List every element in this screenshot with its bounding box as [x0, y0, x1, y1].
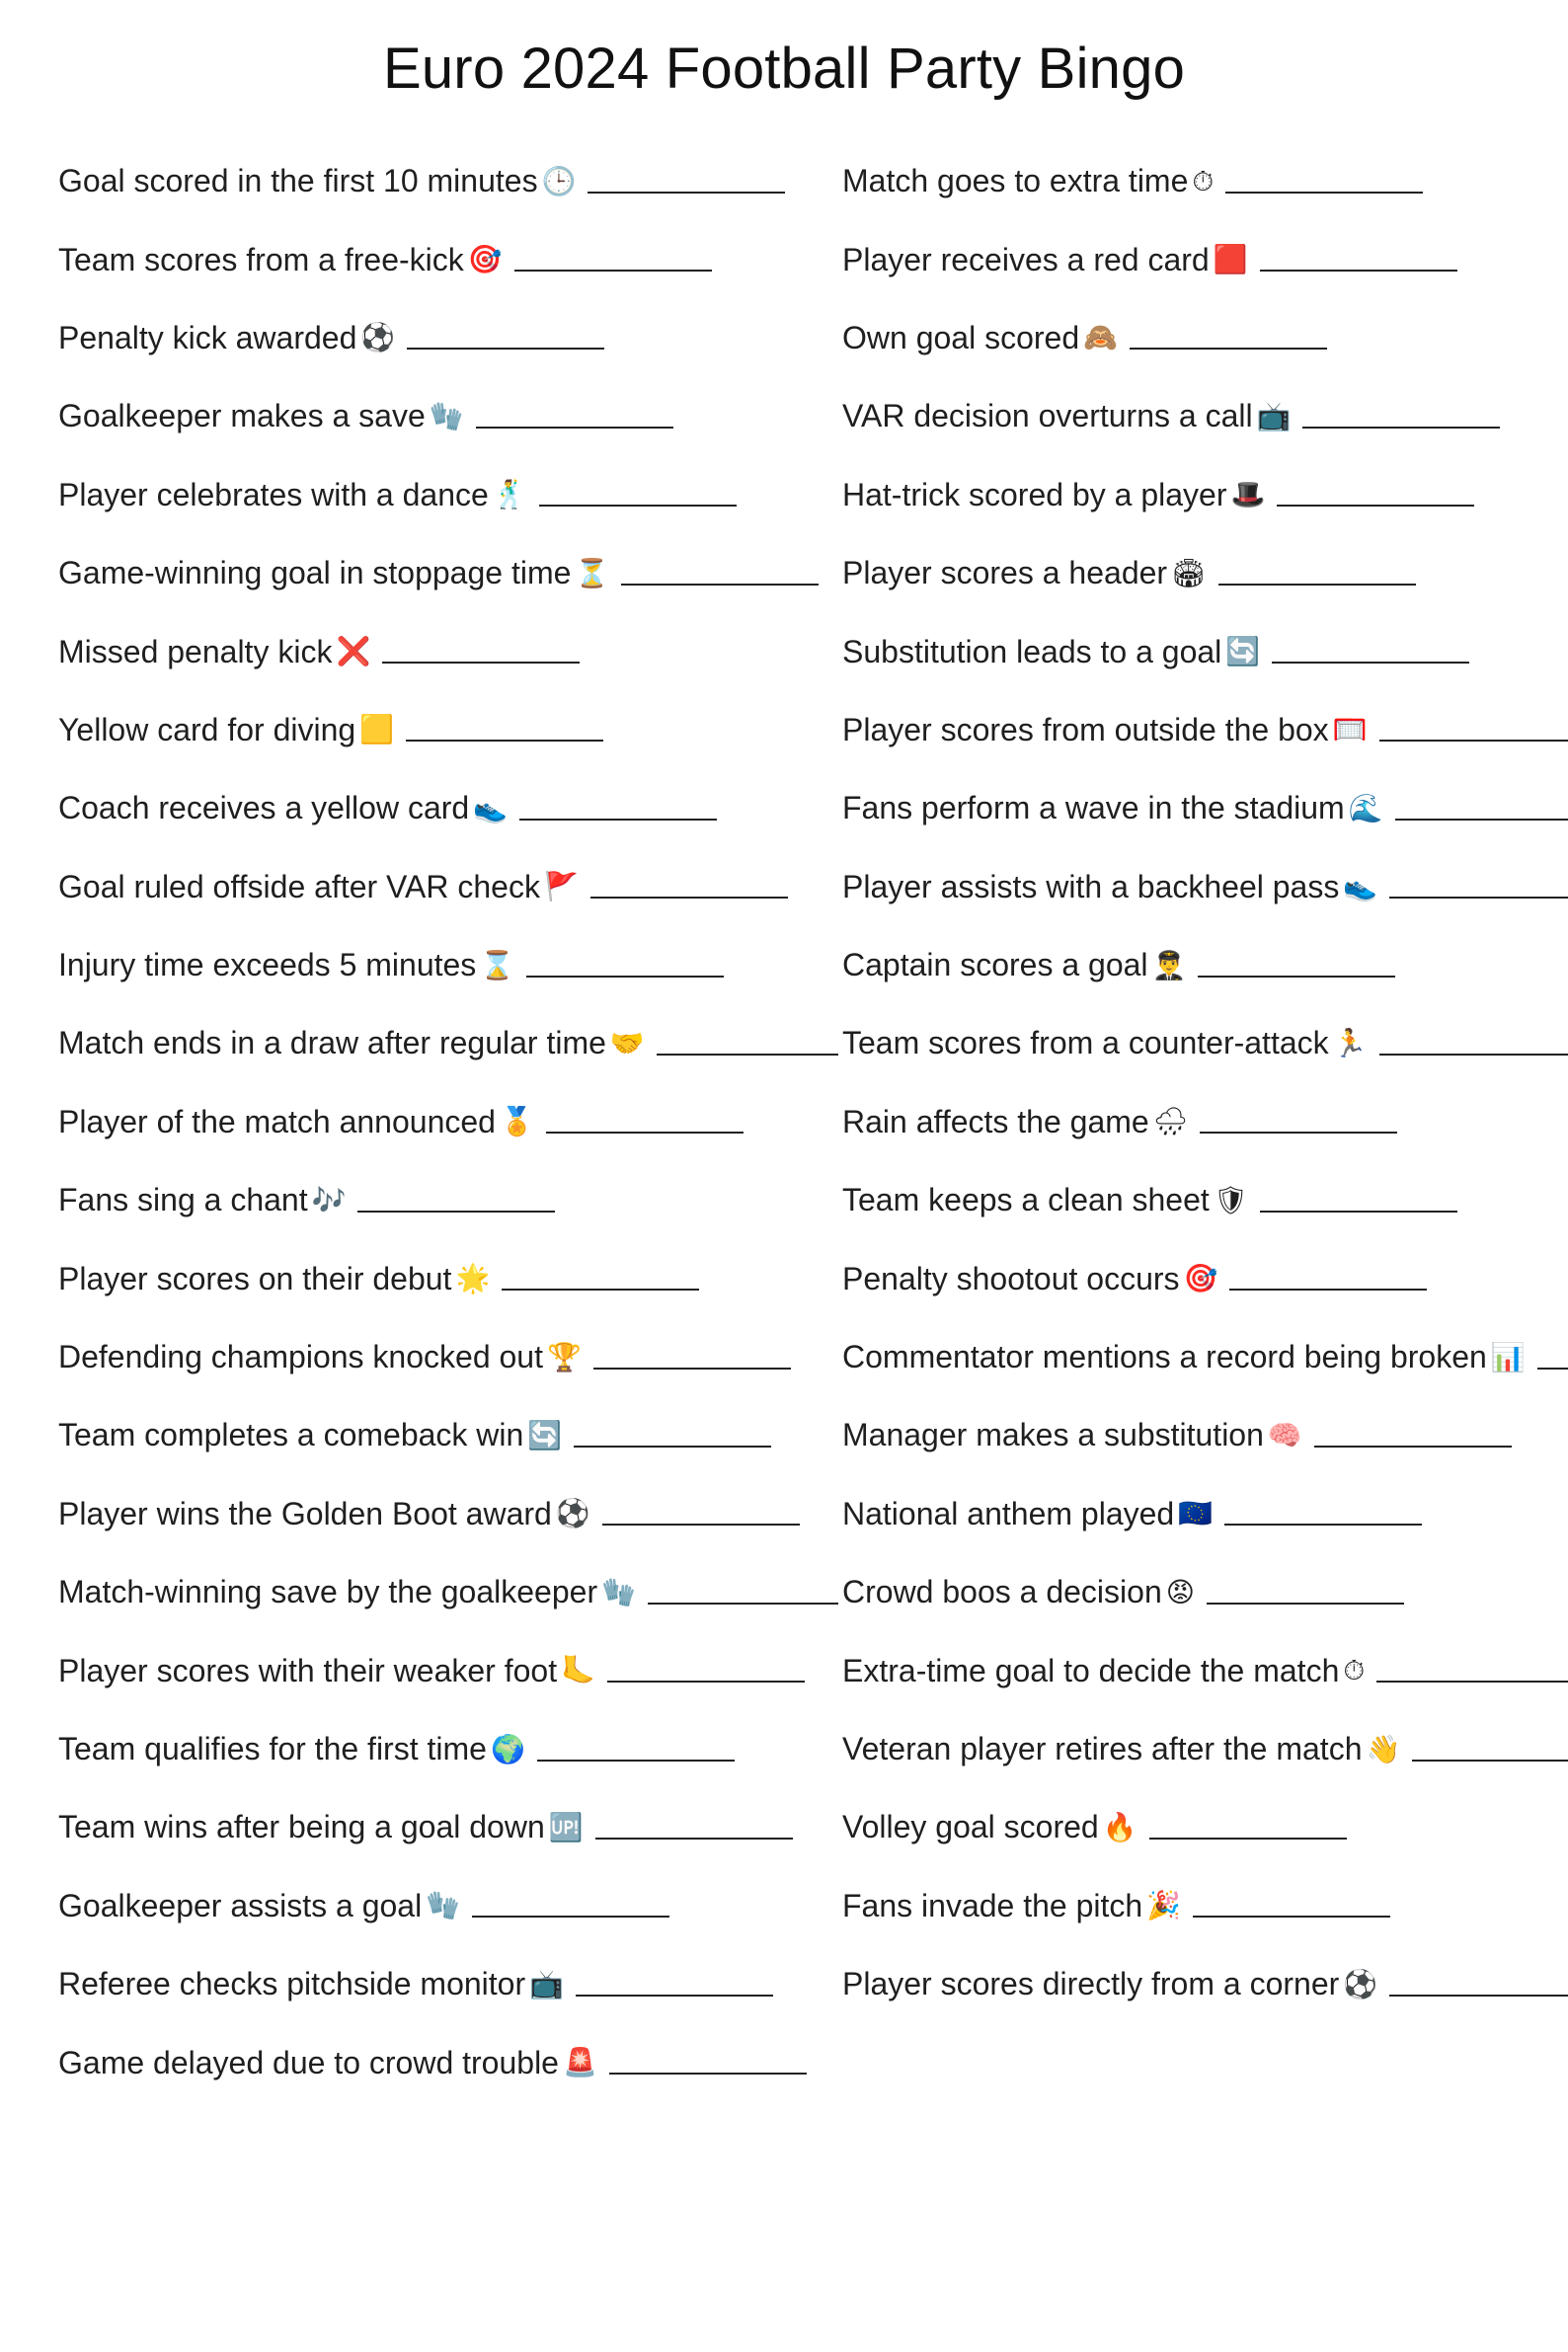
bingo-item: [842, 1945, 1568, 2023]
gloves-icon: 🧤: [429, 400, 464, 431]
bingo-item: [58, 142, 838, 220]
write-in-line[interactable]: [574, 1446, 771, 1448]
write-in-line[interactable]: [1314, 1446, 1512, 1448]
bingo-item-label: Match ends in a draw after regular time: [58, 1025, 606, 1061]
write-in-line[interactable]: [607, 1681, 805, 1683]
bingo-item-label: Player wins the Golden Boot award: [58, 1495, 552, 1531]
left-column: [58, 142, 838, 2102]
bingo-item: [842, 691, 1568, 769]
bingo-item-label: Player of the match announced: [58, 1103, 496, 1139]
trophy-icon: 🏆: [546, 1341, 582, 1372]
write-in-line[interactable]: [657, 1054, 838, 1056]
angry-face-icon: 😡: [1165, 1576, 1195, 1607]
bingo-item-label: Team scores from a counter-attack: [842, 1025, 1329, 1061]
waving-hand-icon: 👋: [1366, 1733, 1401, 1764]
bingo-item: [842, 456, 1568, 534]
handshake-icon: 🤝: [609, 1027, 645, 1058]
bingo-item: [842, 1318, 1568, 1396]
write-in-line[interactable]: [1537, 1368, 1568, 1370]
goal-net-icon: 🥅: [1332, 714, 1368, 745]
bingo-item: [842, 1788, 1568, 1866]
bingo-item: [58, 769, 838, 847]
bingo-item-label: National anthem played: [842, 1495, 1175, 1531]
shoe-icon: 👟: [473, 792, 509, 823]
bingo-item: [842, 1004, 1568, 1082]
soccer-ball-icon: ⚽: [1343, 1968, 1378, 1999]
bingo-item-label: VAR decision overturns a call: [842, 398, 1253, 434]
bingo-item-label: Team qualifies for the first time: [58, 1731, 487, 1766]
bingo-item-label: Team wins after being a goal down: [58, 1809, 545, 1845]
music-notes-icon: 🎶: [311, 1184, 347, 1215]
stopwatch-icon: ⏱: [1192, 165, 1215, 196]
party-popper-icon: 🎉: [1146, 1890, 1182, 1921]
bingo-item: [58, 612, 838, 690]
eu-flag-icon: 🇪🇺: [1178, 1498, 1214, 1529]
bingo-item: [58, 1710, 838, 1788]
write-in-line[interactable]: [1395, 819, 1568, 821]
cross-mark-icon: ❌: [336, 636, 371, 667]
bingo-item: [58, 1475, 838, 1553]
bingo-item-label: Goal ruled offside after VAR check: [58, 868, 540, 904]
bingo-item-label: Volley goal scored: [842, 1809, 1099, 1845]
write-in-line[interactable]: [576, 1995, 773, 1997]
write-in-line[interactable]: [407, 348, 604, 350]
bingo-item-label: Fans sing a chant: [58, 1182, 308, 1218]
write-in-line[interactable]: [539, 505, 737, 507]
write-in-line[interactable]: [546, 1132, 744, 1134]
bingo-item: [58, 1318, 838, 1396]
star-icon: 🌟: [455, 1263, 491, 1294]
bingo-item: [842, 769, 1568, 847]
bingo-item: [58, 691, 838, 769]
bingo-item: [58, 377, 838, 455]
soccer-ball-icon: ⚽: [555, 1498, 590, 1529]
wave-icon: 🌊: [1348, 792, 1383, 823]
hourglass-icon: ⏳: [575, 557, 610, 588]
hourglass-icon: ⌛: [480, 949, 515, 980]
write-in-line[interactable]: [526, 976, 724, 978]
bingo-item: [58, 534, 838, 612]
bingo-item: [842, 534, 1568, 612]
bingo-item: [842, 220, 1568, 298]
bingo-item-label: Crowd boos a decision: [842, 1574, 1162, 1610]
write-in-line[interactable]: [588, 192, 785, 194]
bingo-item-label: Missed penalty kick: [58, 633, 333, 669]
write-in-line[interactable]: [1302, 427, 1500, 429]
siren-icon: 🚨: [562, 2047, 597, 2078]
target-icon: 🎯: [467, 244, 503, 275]
write-in-line[interactable]: [1376, 1681, 1568, 1683]
bingo-item-label: Captain scores a goal: [842, 947, 1148, 983]
bingo-item-label: Extra-time goal to decide the match: [842, 1652, 1340, 1688]
write-in-line[interactable]: [357, 1211, 555, 1213]
write-in-line[interactable]: [476, 427, 673, 429]
write-in-line[interactable]: [1149, 1838, 1347, 1840]
write-in-line[interactable]: [1229, 1289, 1427, 1291]
write-in-line[interactable]: [609, 2073, 807, 2075]
bingo-item-label: Goalkeeper assists a goal: [58, 1887, 423, 1923]
bingo-item-label: Coach receives a yellow card: [58, 790, 470, 826]
bingo-item: [842, 1239, 1568, 1317]
bingo-item-label: Team scores from a free-kick: [58, 241, 464, 277]
write-in-line[interactable]: [1200, 1132, 1397, 1134]
bingo-item: [58, 2023, 838, 2101]
bingo-item-label: Substitution leads to a goal: [842, 633, 1222, 669]
bingo-item: [842, 848, 1568, 926]
bingo-item-label: Player scores a header: [842, 555, 1168, 591]
bingo-item: [58, 1867, 838, 1945]
shield-icon: 🛡: [1213, 1184, 1249, 1215]
write-in-line[interactable]: [648, 1603, 838, 1605]
gloves-icon: 🧤: [426, 1890, 461, 1921]
bingo-item-label: Fans invade the pitch: [842, 1887, 1143, 1923]
bingo-item-label: Yellow card for diving: [58, 711, 356, 747]
yellow-card-icon: 🟨: [359, 714, 395, 745]
bingo-item: [842, 1867, 1568, 1945]
dancer-icon: 🕺: [492, 479, 527, 510]
bingo-item: [58, 1945, 838, 2023]
bingo-item: [58, 1239, 838, 1317]
brain-icon: 🧠: [1267, 1419, 1302, 1450]
rain-icon: 🌧: [1152, 1106, 1189, 1137]
tv-icon: 📺: [529, 1968, 564, 1999]
red-card-icon: 🟥: [1213, 244, 1248, 275]
bingo-item: [58, 1004, 838, 1082]
bingo-item-label: Hat-trick scored by a player: [842, 476, 1227, 512]
bingo-item-label: Player assists with a backheel pass: [842, 868, 1340, 904]
up-icon: 🆙: [548, 1811, 584, 1842]
write-in-line[interactable]: [1224, 1524, 1422, 1526]
bingo-item-label: Match-winning save by the goalkeeper: [58, 1574, 598, 1610]
write-in-line[interactable]: [406, 740, 603, 742]
bingo-item-label: Defending champions knocked out: [58, 1339, 543, 1375]
bingo-item-label: Match goes to extra time: [842, 163, 1189, 199]
top-hat-icon: 🎩: [1230, 479, 1266, 510]
globe-icon: 🌍: [490, 1733, 525, 1764]
bingo-item-label: Game delayed due to crowd trouble: [58, 2044, 559, 2080]
bingo-item-label: Goalkeeper makes a save: [58, 398, 426, 434]
bingo-item-label: Player celebrates with a dance: [58, 476, 489, 512]
write-in-line[interactable]: [1379, 1054, 1568, 1056]
bingo-item-label: Injury time exceeds 5 minutes: [58, 947, 477, 983]
write-in-line[interactable]: [1412, 1760, 1568, 1762]
write-in-line[interactable]: [1198, 976, 1395, 978]
bingo-item: [58, 1161, 838, 1239]
bingo-item: [842, 1553, 1568, 1631]
bingo-item: [842, 299, 1568, 377]
write-in-line[interactable]: [1277, 505, 1474, 507]
bingo-item-label: Veteran player retires after the match: [842, 1731, 1363, 1766]
bingo-item: [842, 377, 1568, 455]
write-in-line[interactable]: [1260, 1211, 1457, 1213]
write-in-line[interactable]: [519, 819, 717, 821]
bingo-item: [58, 456, 838, 534]
bingo-item-label: Team keeps a clean sheet: [842, 1182, 1210, 1218]
page-title: Euro 2024 Football Party Bingo: [382, 37, 1186, 101]
write-in-line[interactable]: [1225, 192, 1423, 194]
bingo-item: [58, 1396, 838, 1474]
bingo-item-label: Commentator mentions a record being broken: [842, 1339, 1487, 1375]
stadium-icon: 🏟: [1171, 557, 1207, 588]
bingo-item-label: Game-winning goal in stoppage time: [58, 555, 572, 591]
write-in-line[interactable]: [593, 1368, 791, 1370]
write-in-line[interactable]: [595, 1838, 793, 1840]
bingo-item: [842, 926, 1568, 1004]
bingo-item-label: Penalty shootout occurs: [842, 1260, 1180, 1296]
clock-icon: 🕒: [541, 165, 577, 196]
bingo-item: [842, 1631, 1568, 1709]
medal-icon: 🏅: [499, 1106, 534, 1137]
flag-icon: 🚩: [543, 871, 579, 902]
bingo-item-label: Team completes a comeback win: [58, 1417, 524, 1453]
bingo-item-label: Rain affects the game: [842, 1103, 1149, 1139]
write-in-line[interactable]: [1272, 662, 1469, 664]
bingo-item: [58, 1083, 838, 1161]
write-in-line[interactable]: [514, 270, 712, 272]
write-in-line[interactable]: [1260, 270, 1457, 272]
bingo-item: [842, 1161, 1568, 1239]
bar-chart-icon: 📊: [1490, 1341, 1526, 1372]
bingo-item: [58, 1553, 838, 1631]
right-column: [842, 142, 1568, 2023]
bingo-item-label: Penalty kick awarded: [58, 319, 357, 355]
write-in-line[interactable]: [537, 1760, 735, 1762]
shoe-icon: 👟: [1343, 871, 1378, 902]
bingo-item-label: Manager makes a substitution: [842, 1417, 1264, 1453]
tv-icon: 📺: [1256, 400, 1292, 431]
bingo-item: [842, 612, 1568, 690]
write-in-line[interactable]: [1379, 740, 1568, 742]
write-in-line[interactable]: [1218, 584, 1416, 586]
write-in-line[interactable]: [1207, 1603, 1404, 1605]
bingo-item-label: Player scores from outside the box: [842, 711, 1329, 747]
bingo-item-label: Player scores directly from a corner: [842, 1966, 1340, 2002]
bingo-item-label: Own goal scored: [842, 319, 1080, 355]
bingo-item: [58, 220, 838, 298]
bingo-item: [842, 142, 1568, 220]
target-icon: 🎯: [1183, 1263, 1218, 1294]
runner-icon: 🏃: [1332, 1027, 1368, 1058]
bingo-item-label: Fans perform a wave in the stadium: [842, 790, 1345, 826]
write-in-line[interactable]: [382, 662, 580, 664]
bingo-item: [842, 1396, 1568, 1474]
write-in-line[interactable]: [472, 1916, 669, 1918]
bingo-item: [58, 848, 838, 926]
soccer-ball-icon: ⚽: [360, 322, 396, 353]
write-in-line[interactable]: [621, 584, 819, 586]
captain-icon: 👨‍✈️: [1151, 949, 1187, 980]
bingo-item-label: Goal scored in the first 10 minutes: [58, 163, 538, 199]
bingo-item-label: Referee checks pitchside monitor: [58, 1966, 526, 2002]
bingo-item: [58, 1788, 838, 1866]
bingo-item: [58, 1631, 838, 1709]
write-in-line[interactable]: [1193, 1916, 1390, 1918]
write-in-line[interactable]: [502, 1289, 699, 1291]
bingo-item: [58, 926, 838, 1004]
bingo-item: [58, 299, 838, 377]
refresh-icon: 🔄: [527, 1419, 563, 1450]
write-in-line[interactable]: [602, 1524, 800, 1526]
gloves-icon: 🧤: [601, 1576, 636, 1607]
monkey-icon: 🙈: [1083, 322, 1118, 353]
bingo-item-label: Player receives a red card: [842, 241, 1210, 277]
stopwatch-icon: ⏱: [1343, 1655, 1366, 1686]
refresh-icon: 🔄: [1225, 636, 1261, 667]
write-in-line[interactable]: [590, 897, 788, 899]
fire-icon: 🔥: [1102, 1811, 1137, 1842]
bingo-item-label: Player scores with their weaker foot: [58, 1652, 558, 1688]
bingo-item: [842, 1710, 1568, 1788]
write-in-line[interactable]: [1389, 1995, 1568, 1997]
bingo-item: [842, 1083, 1568, 1161]
write-in-line[interactable]: [1130, 348, 1327, 350]
write-in-line[interactable]: [1389, 897, 1568, 899]
foot-icon: 🦶: [561, 1655, 595, 1686]
bingo-item-label: Player scores on their debut: [58, 1260, 452, 1296]
bingo-item: [842, 1475, 1568, 1553]
